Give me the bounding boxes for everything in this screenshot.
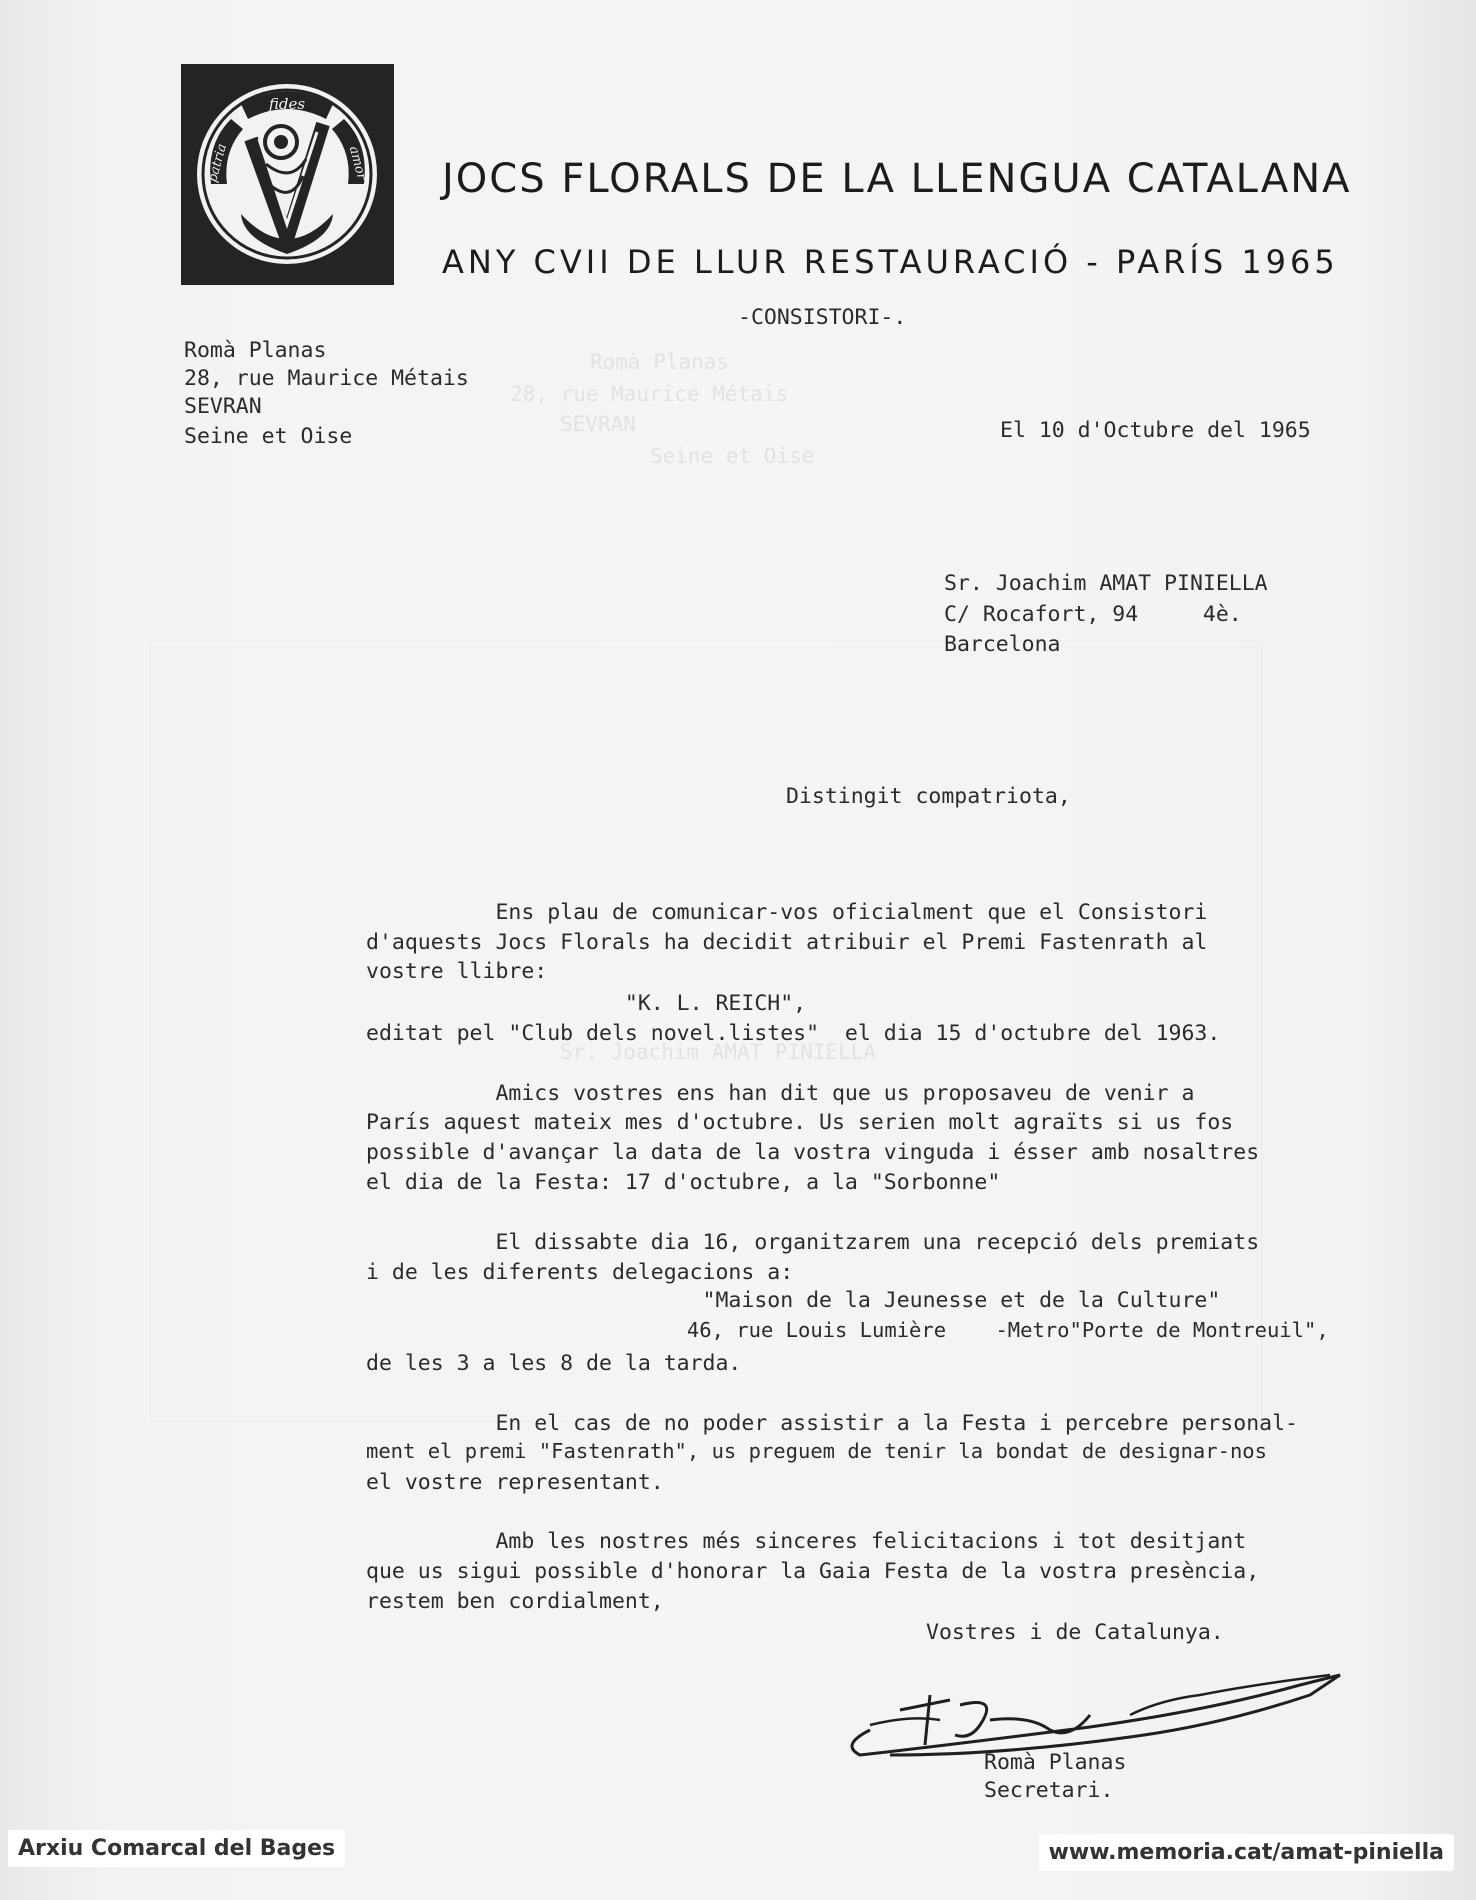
body-line: el vostre representant. xyxy=(366,1470,664,1495)
letterhead-subtitle: ANY CVII DE LLUR RESTAURACIÓ - PARÍS 1965 xyxy=(442,243,1339,281)
sender-region: Seine et Oise xyxy=(184,424,353,449)
body-line: París aquest mateix mes d'octubre. Us serien molt agraïts si us fos xyxy=(366,1110,1234,1135)
letterhead-title: JOCS FLORALS DE LA LLENGUA CATALANA xyxy=(442,156,1352,202)
recipient-city: Barcelona xyxy=(944,632,1061,657)
salutation: Distingit compatriota, xyxy=(786,784,1071,809)
body-line: possible d'avançar la data de la vostra vinguda i ésser amb nosaltres xyxy=(366,1140,1260,1165)
recipient-street: C/ Rocafort, 94 4è. xyxy=(944,602,1242,627)
show-through-text: Seine et Oise xyxy=(650,444,815,468)
body-line: Amb les nostres més sinceres felicitacions i tot desitjant xyxy=(366,1529,1247,1554)
body-line: Ens plau de comunicar-vos oficialment que el Consistori xyxy=(366,900,1208,925)
handwritten-signature xyxy=(830,1655,1350,1765)
body-line: i de les diferents delegacions a: xyxy=(366,1260,794,1285)
body-line: d'aquests Jocs Florals ha decidit atribuir el Premi Fastenrath al xyxy=(366,930,1208,955)
letter-date: El 10 d'Octubre del 1965 xyxy=(1000,418,1311,443)
body-line: "Maison de la Jeunesse et de la Culture" xyxy=(366,1288,1221,1313)
body-line: de les 3 a les 8 de la tarda. xyxy=(366,1351,742,1376)
body-line: vostre llibre: xyxy=(366,959,548,984)
logo-motto-left: patria xyxy=(205,142,230,185)
source-url-link[interactable]: www.memoria.cat/amat-piniella xyxy=(1039,1834,1454,1871)
body-line: "K. L. REICH", xyxy=(366,991,807,1016)
body-line: el dia de la Festa: 17 d'octubre, a la "Sorbonne" xyxy=(366,1170,1001,1195)
logo-motto-right: amor xyxy=(345,144,370,182)
body-line: que us sigui possible d'honorar la Gaia Festa de la vostra presència, xyxy=(366,1559,1260,1584)
sender-town: SEVRAN xyxy=(184,394,262,419)
recipient-name: Sr. Joachim AMAT PINIELLA xyxy=(944,571,1268,596)
show-through-text: 28, rue Maurice Métais xyxy=(510,382,789,406)
closing: Vostres i de Catalunya. xyxy=(926,1620,1224,1645)
show-through-text: Sr. Joachim AMAT PINIELLA xyxy=(560,1040,877,1064)
rose-emblem-icon xyxy=(181,64,394,285)
body-line: 46, rue Louis Lumière -Metro"Porte de Montreuil", xyxy=(366,1318,1329,1342)
show-through-text: Romà Planas xyxy=(590,350,730,374)
signatory-role: Secretari. xyxy=(984,1778,1114,1803)
body-line: El dissabte dia 16, organitzarem una recepció dels premiats xyxy=(366,1230,1260,1255)
logo-motto-top: fides xyxy=(268,95,306,113)
jocs-florals-emblem xyxy=(181,64,394,285)
body-line: ment el premi "Fastenrath", us preguem de tenir la bondat de designar-nos xyxy=(366,1439,1267,1463)
section-label: -CONSISTORI-. xyxy=(738,305,907,330)
body-line: Amics vostres ens han dit que us proposaveu de venir a xyxy=(366,1081,1195,1106)
signatory-name: Romà Planas xyxy=(984,1750,1127,1775)
body-line: En el cas de no poder assistir a la Festa i percebre personal- xyxy=(366,1411,1298,1436)
show-through-text: SEVRAN xyxy=(560,412,636,436)
body-line: restem ben cordialment, xyxy=(366,1589,664,1614)
sender-name: Romà Planas xyxy=(184,338,327,363)
body-line: editat pel "Club dels novel.listes" el dia 15 d'octubre del 1963. xyxy=(366,1021,1221,1046)
archive-credit: Arxiu Comarcal del Bages xyxy=(8,1830,345,1867)
sender-street: 28, rue Maurice Métais xyxy=(184,366,469,391)
